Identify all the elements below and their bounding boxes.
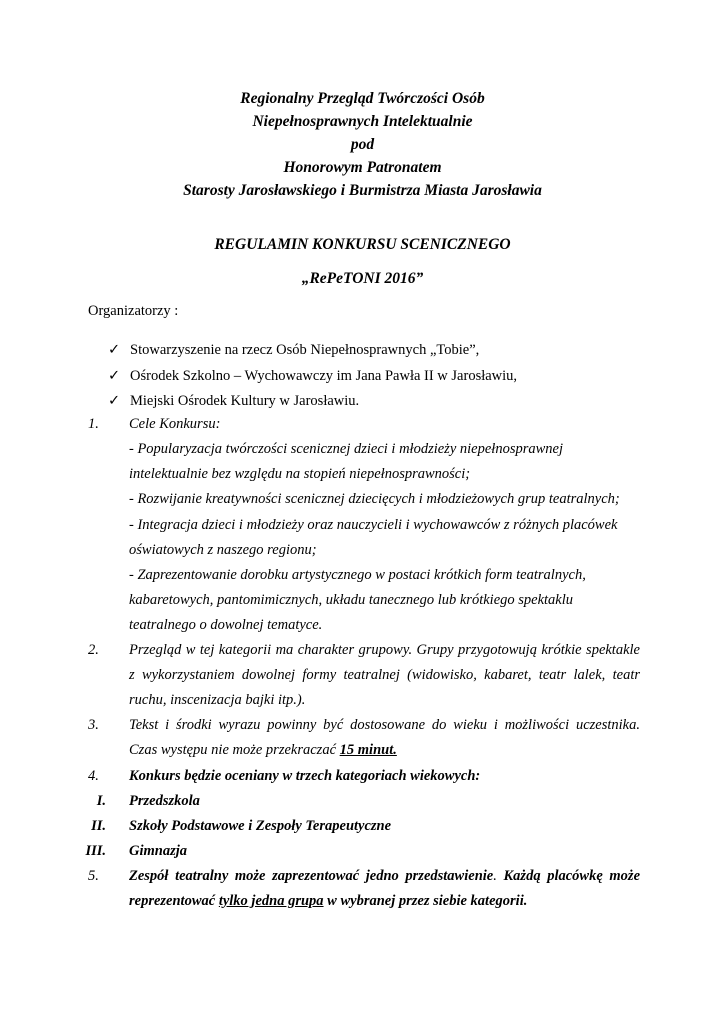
section-text: teatralnego o dowolnej tematyce.	[129, 617, 323, 633]
category-number: III.	[85, 843, 106, 859]
section-text: Tekst i środki wyrazu powinny być dostosowane do wieku i możliwości uczestnika.	[129, 717, 640, 733]
organizer-text: Stowarzyszenie na rzecz Osób Niepełnosprawnych „Tobie”,	[130, 342, 480, 358]
checkmark-icon: ✓	[108, 368, 121, 384]
section-number: 1.	[88, 416, 99, 432]
section-number: 2.	[88, 642, 99, 658]
section-text: - Integracja dzieci i młodzieży oraz nauczycieli i wychowawców z różnych placówek	[129, 517, 618, 533]
section-text: Przegląd w tej kategorii ma charakter grupowy. Grupy przygotowują krótkie spektakle	[129, 642, 640, 658]
organizer-text: Ośrodek Szkolno – Wychowawczy im Jana Pawła II w Jarosławiu,	[130, 368, 518, 384]
rule-text-d: w wybranej przez siebie kategorii.	[323, 893, 528, 909]
duration-limit: 15 minut.	[339, 742, 397, 758]
regulamin-title: REGULAMIN KONKURSU SCENICZNEGO	[214, 236, 511, 253]
rule-punct: .	[493, 868, 504, 884]
section-text: oświatowych z naszego regionu;	[129, 542, 317, 558]
section-number: 3.	[88, 717, 99, 733]
rule-emphasis: tylko jedna grupa	[218, 893, 324, 909]
section-text: intelektualnie bez względu na stopień niepełnosprawności;	[129, 466, 471, 482]
category-number: II.	[91, 818, 106, 834]
category-label: Gimnazja	[129, 843, 188, 859]
section-text: - Zaprezentowanie dorobku artystycznego w postaci krótkich form teatralnych,	[129, 567, 586, 583]
category-number: I.	[96, 793, 106, 809]
rule-text-b: Każdą placówkę może	[503, 868, 641, 884]
checkmark-icon: ✓	[108, 393, 121, 409]
organizer-item	[108, 340, 479, 360]
duration-prefix: Czas występu nie może przekraczać	[129, 742, 340, 758]
section-text	[129, 893, 640, 910]
section-heading: Konkurs będzie oceniany w trzech kategoriach wiekowych:	[129, 768, 481, 784]
category-label: Szkoły Podstawowe i Zespoły Terapeutyczne	[129, 818, 392, 834]
rule-text-a: Zespół teatralny może zaprezentować jedno przedstawienie	[129, 868, 494, 884]
rule-text-c: reprezentować	[129, 893, 219, 909]
organizers-label: Organizatorzy :	[88, 303, 179, 319]
section-number: 4.	[88, 768, 99, 784]
section-text	[129, 868, 640, 885]
section-heading: Cele Konkursu:	[129, 416, 221, 432]
section-text: - Popularyzacja twórczości scenicznej dzieci i młodzieży niepełnosprawnej	[129, 441, 563, 457]
header-line-5: Starosty Jarosławskiego i Burmistrza Miasta Jarosławia	[183, 182, 542, 199]
section-text: ruchu, inscenizacja bajki itp.).	[129, 692, 306, 708]
organizer-item	[108, 366, 517, 386]
section-text: kabaretowych, pantomimicznych, układu tanecznego lub krótkiego spektaklu	[129, 592, 574, 608]
organizer-text: Miejski Ośrodek Kultury w Jarosławiu.	[130, 393, 360, 409]
section-text: z wykorzystaniem dowolnej formy teatralnej (widowisko, kabaret, teatr lalek, teatr	[129, 667, 640, 683]
header-line-4: Honorowym Patronatem	[283, 159, 442, 176]
header-line-1: Regionalny Przegląd Twórczości Osób	[240, 90, 485, 107]
category-label: Przedszkola	[129, 793, 200, 809]
section-text	[129, 742, 640, 759]
header-line-3: pod	[350, 136, 375, 153]
contest-name: „RePeTONI 2016”	[301, 270, 424, 287]
section-number: 5.	[88, 868, 99, 884]
section-text: - Rozwijanie kreatywności scenicznej dziecięcych i młodzieżowych grup teatralnych;	[129, 491, 620, 507]
checkmark-icon: ✓	[108, 342, 121, 358]
header-line-2: Niepełnosprawnych Intelektualnie	[252, 113, 473, 130]
organizer-item	[108, 391, 359, 411]
